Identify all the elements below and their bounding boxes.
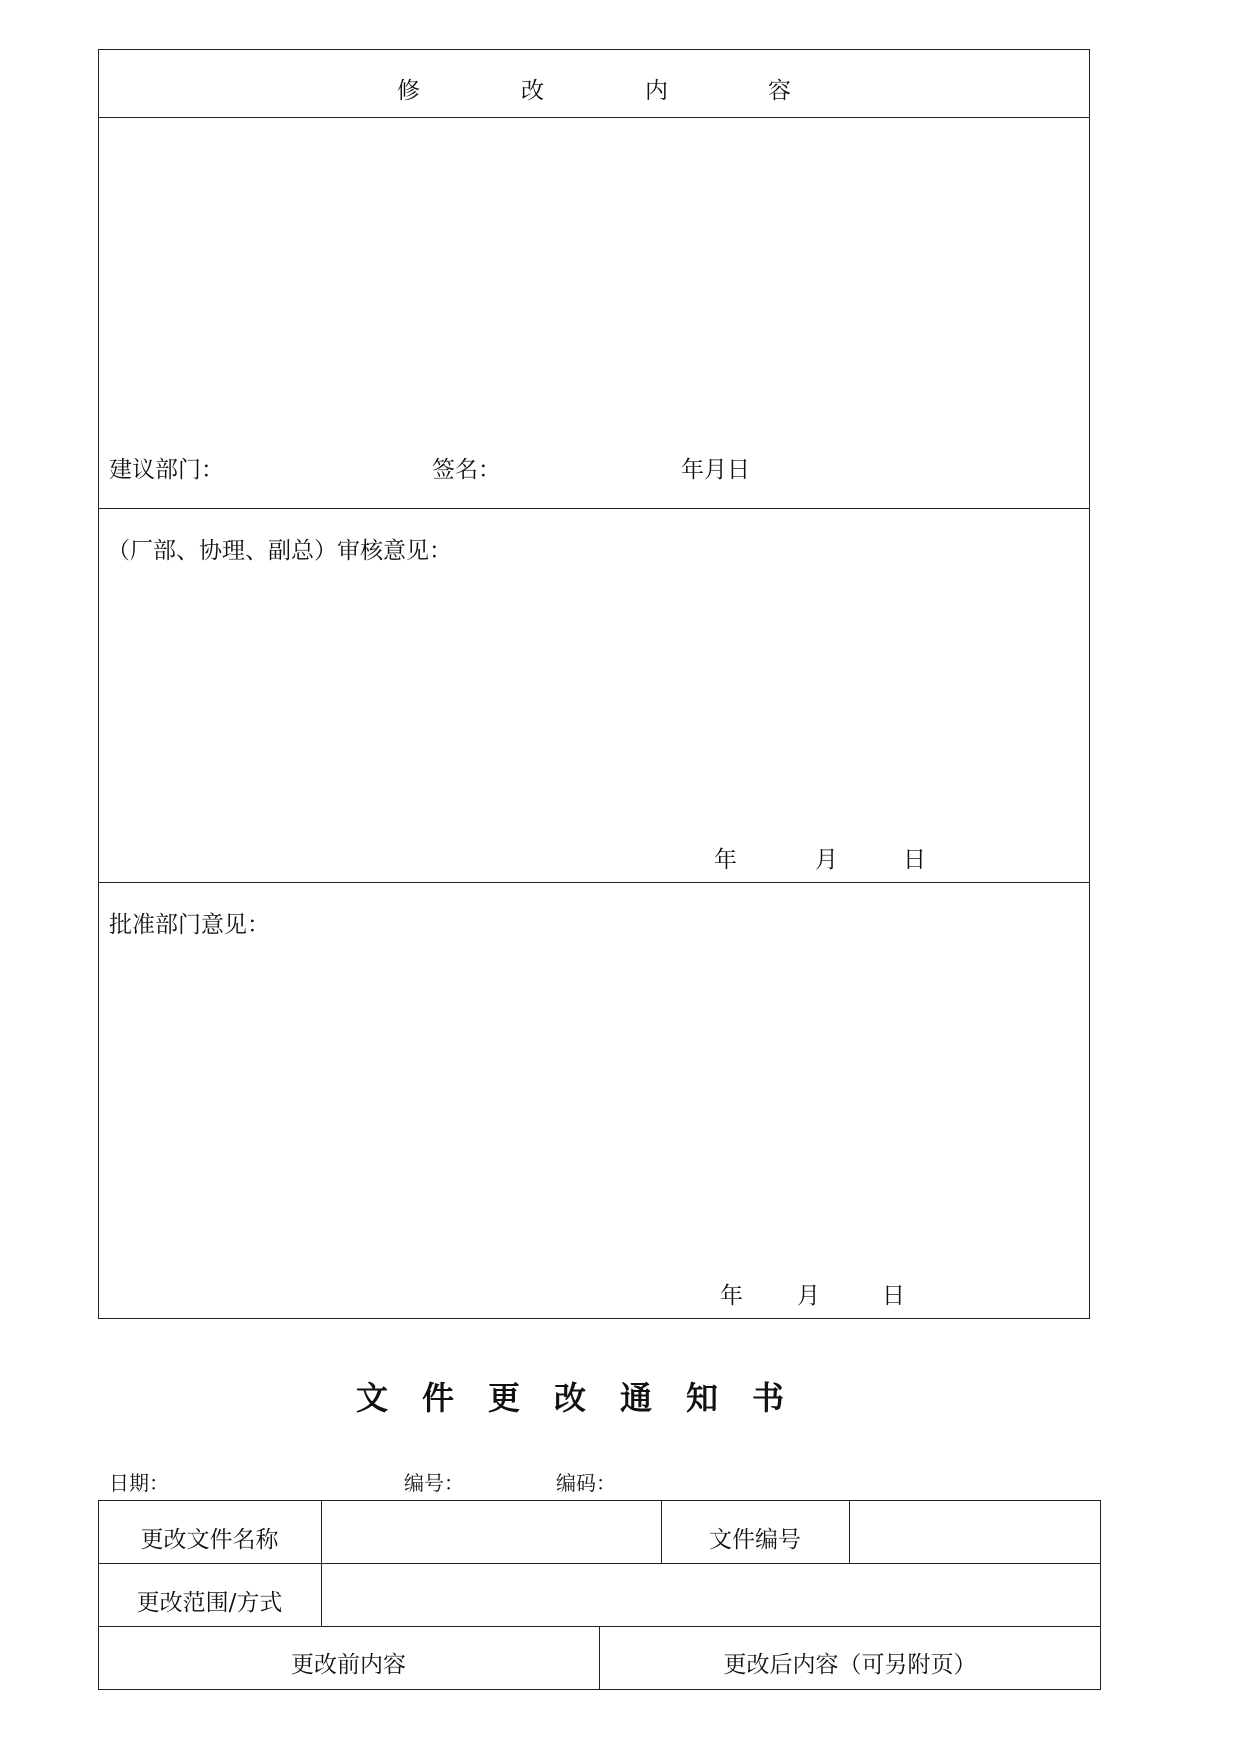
content-before-label: 更改前内容 <box>291 1652 406 1678</box>
revision-header-divider <box>98 117 1090 118</box>
review-date-month: 月 <box>815 847 838 873</box>
notice-title-char-5: 通 <box>620 1379 653 1417</box>
notice-col-divider-c <box>849 1500 850 1563</box>
review-date-year: 年 <box>714 847 737 873</box>
revision-header-char-3: 内 <box>645 78 668 104</box>
content-after-label: 更改后内容（可另附页） <box>723 1652 977 1678</box>
revision-header-char-1: 修 <box>397 78 420 104</box>
notice-date-label: 日期： <box>109 1471 169 1495</box>
suggest-date-label: 年月日 <box>681 457 750 483</box>
notice-title-char-1: 文 <box>356 1379 389 1417</box>
revision-form-table <box>98 49 1090 1319</box>
approval-opinion-label: 批准部门意见： <box>109 912 270 938</box>
file-name-cell[interactable] <box>323 1502 659 1562</box>
change-scope-cell[interactable] <box>323 1565 1099 1625</box>
file-number-cell[interactable] <box>851 1502 1099 1562</box>
review-section-divider <box>98 882 1090 883</box>
notice-serial-label: 编号： <box>404 1471 464 1495</box>
change-scope-label: 更改范围/方式 <box>136 1590 283 1616</box>
notice-code-label: 编码： <box>556 1471 616 1495</box>
notice-row1-divider <box>98 1563 1101 1564</box>
notice-title-char-7: 书 <box>752 1379 785 1417</box>
approval-date-day: 日 <box>882 1283 905 1309</box>
revision-header-char-4: 容 <box>768 78 791 104</box>
notice-col-divider-a <box>321 1500 322 1626</box>
notice-title-char-3: 更 <box>488 1379 521 1417</box>
file-name-label: 更改文件名称 <box>140 1527 279 1553</box>
notice-title-char-4: 改 <box>554 1379 587 1417</box>
suggest-dept-label: 建议部门： <box>109 457 224 483</box>
approval-date-year: 年 <box>720 1283 743 1309</box>
review-opinion-label: （厂部、协理、副总）审核意见： <box>107 538 452 564</box>
notice-title-char-2: 件 <box>422 1379 455 1417</box>
signature-label: 签名： <box>432 457 501 483</box>
notice-title-char-6: 知 <box>686 1379 719 1417</box>
suggestion-section-divider <box>98 508 1090 509</box>
revision-header-char-2: 改 <box>521 78 544 104</box>
file-number-label: 文件编号 <box>709 1527 801 1553</box>
approval-date-month: 月 <box>797 1283 820 1309</box>
review-date-day: 日 <box>903 847 926 873</box>
